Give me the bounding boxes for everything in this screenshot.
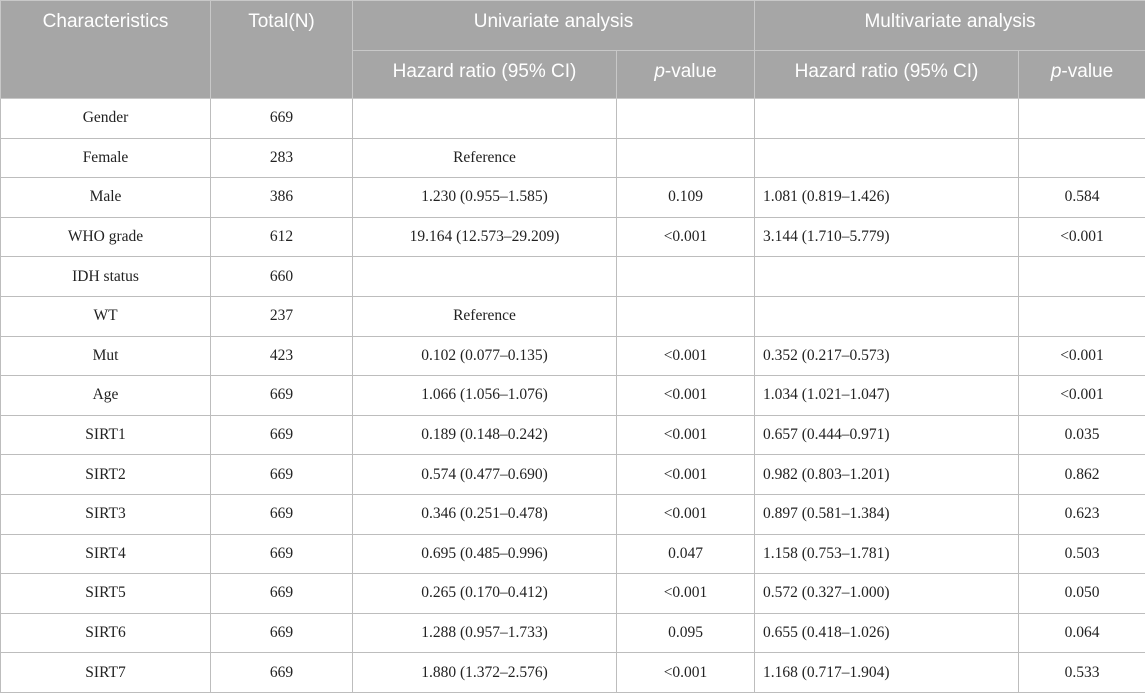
cell-characteristic: IDH status [1, 257, 211, 297]
header-univariate-p-value [617, 51, 755, 99]
table-row [1, 494, 1145, 534]
header-characteristics: Characteristics [1, 1, 211, 99]
table-row [1, 257, 1145, 297]
cell-multivariate-p-value [1019, 138, 1145, 178]
cell-multivariate-hazard-ratio: 1.158 (0.753–1.781) [755, 534, 1019, 574]
cell-univariate-hazard-ratio: 0.574 (0.477–0.690) [353, 455, 617, 495]
cell-total: 669 [211, 455, 353, 495]
cell-total: 237 [211, 296, 353, 336]
header-multivariate: Multivariate analysis [755, 1, 1145, 51]
cell-characteristic: Age [1, 376, 211, 416]
cell-multivariate-hazard-ratio: 0.572 (0.327–1.000) [755, 574, 1019, 614]
cell-univariate-hazard-ratio [353, 257, 617, 297]
cell-multivariate-p-value [1019, 296, 1145, 336]
cell-total: 423 [211, 336, 353, 376]
cell-total: 669 [211, 574, 353, 614]
cell-total: 669 [211, 376, 353, 416]
cell-multivariate-hazard-ratio: 0.982 (0.803–1.201) [755, 455, 1019, 495]
cell-univariate-hazard-ratio: 0.189 (0.148–0.242) [353, 415, 617, 455]
cell-characteristic: Mut [1, 336, 211, 376]
cell-characteristic: SIRT4 [1, 534, 211, 574]
table-row [1, 296, 1145, 336]
cell-univariate-p-value: <0.001 [617, 574, 755, 614]
cell-univariate-p-value: <0.001 [617, 415, 755, 455]
cell-multivariate-p-value: 0.533 [1019, 653, 1145, 693]
cell-univariate-p-value: <0.001 [617, 494, 755, 534]
header-univariate: Univariate analysis [353, 1, 755, 51]
cell-univariate-p-value: <0.001 [617, 455, 755, 495]
table-row [1, 336, 1145, 376]
cell-total: 660 [211, 257, 353, 297]
cell-multivariate-hazard-ratio: 1.034 (1.021–1.047) [755, 376, 1019, 416]
cell-univariate-p-value: 0.095 [617, 613, 755, 653]
cell-characteristic: SIRT6 [1, 613, 211, 653]
cell-univariate-hazard-ratio [353, 99, 617, 139]
p-suffix: -value [664, 61, 717, 82]
cell-characteristic: Female [1, 138, 211, 178]
header-total: Total(N) [211, 1, 353, 99]
p-suffix: -value [1061, 61, 1114, 82]
table-row [1, 138, 1145, 178]
cell-total: 669 [211, 415, 353, 455]
p-italic: p [1050, 61, 1062, 82]
cell-multivariate-p-value: 0.623 [1019, 494, 1145, 534]
cell-multivariate-p-value: <0.001 [1019, 217, 1145, 257]
table-row [1, 178, 1145, 218]
cell-total: 283 [211, 138, 353, 178]
cell-univariate-p-value [617, 99, 755, 139]
cell-multivariate-hazard-ratio: 1.168 (0.717–1.904) [755, 653, 1019, 693]
header-multivariate-hazard-ratio: Hazard ratio (95% CI) [755, 51, 1019, 99]
cell-multivariate-hazard-ratio [755, 296, 1019, 336]
table-row [1, 217, 1145, 257]
cell-characteristic: SIRT3 [1, 494, 211, 534]
cell-total: 669 [211, 99, 353, 139]
cell-multivariate-p-value: 0.862 [1019, 455, 1145, 495]
cell-univariate-hazard-ratio: 0.346 (0.251–0.478) [353, 494, 617, 534]
cell-multivariate-p-value: 0.503 [1019, 534, 1145, 574]
cell-univariate-hazard-ratio: Reference [353, 138, 617, 178]
cell-characteristic: WHO grade [1, 217, 211, 257]
table-header [1, 1, 1145, 99]
cell-univariate-p-value: <0.001 [617, 376, 755, 416]
cell-total: 669 [211, 653, 353, 693]
cell-characteristic: SIRT7 [1, 653, 211, 693]
cell-multivariate-p-value: <0.001 [1019, 376, 1145, 416]
cell-total: 612 [211, 217, 353, 257]
cell-univariate-hazard-ratio: 1.230 (0.955–1.585) [353, 178, 617, 218]
cell-characteristic: Male [1, 178, 211, 218]
cell-total: 669 [211, 613, 353, 653]
cell-univariate-p-value: 0.047 [617, 534, 755, 574]
table-row [1, 99, 1145, 139]
cell-multivariate-hazard-ratio [755, 138, 1019, 178]
cell-multivariate-hazard-ratio [755, 257, 1019, 297]
cell-multivariate-p-value [1019, 99, 1145, 139]
cell-univariate-hazard-ratio: 1.880 (1.372–2.576) [353, 653, 617, 693]
cell-multivariate-p-value: 0.035 [1019, 415, 1145, 455]
cell-multivariate-p-value [1019, 257, 1145, 297]
cell-univariate-hazard-ratio: 1.288 (0.957–1.733) [353, 613, 617, 653]
cell-characteristic: Gender [1, 99, 211, 139]
cell-univariate-p-value: 0.109 [617, 178, 755, 218]
cell-multivariate-p-value: 0.584 [1019, 178, 1145, 218]
cell-total: 386 [211, 178, 353, 218]
cell-total: 669 [211, 534, 353, 574]
cell-univariate-hazard-ratio: 1.066 (1.056–1.076) [353, 376, 617, 416]
table-row [1, 415, 1145, 455]
cell-characteristic: WT [1, 296, 211, 336]
table-row [1, 376, 1145, 416]
p-italic: p [654, 61, 665, 82]
cell-univariate-p-value [617, 257, 755, 297]
cell-univariate-p-value: <0.001 [617, 217, 755, 257]
cell-univariate-p-value: <0.001 [617, 336, 755, 376]
cell-univariate-p-value: <0.001 [617, 653, 755, 693]
cell-multivariate-p-value: 0.050 [1019, 574, 1145, 614]
cell-multivariate-p-value: 0.064 [1019, 613, 1145, 653]
cell-characteristic: SIRT5 [1, 574, 211, 614]
cell-multivariate-hazard-ratio: 3.144 (1.710–5.779) [755, 217, 1019, 257]
table-body [1, 99, 1145, 693]
cell-univariate-hazard-ratio: 0.695 (0.485–0.996) [353, 534, 617, 574]
cell-multivariate-hazard-ratio: 0.657 (0.444–0.971) [755, 415, 1019, 455]
cell-multivariate-hazard-ratio: 0.655 (0.418–1.026) [755, 613, 1019, 653]
cell-multivariate-p-value: <0.001 [1019, 336, 1145, 376]
table-row [1, 534, 1145, 574]
cell-univariate-p-value [617, 296, 755, 336]
cell-univariate-hazard-ratio: Reference [353, 296, 617, 336]
cell-multivariate-hazard-ratio: 0.897 (0.581–1.384) [755, 494, 1019, 534]
header-multivariate-p-value [1019, 51, 1145, 99]
table-row [1, 574, 1145, 614]
cell-univariate-hazard-ratio: 0.265 (0.170–0.412) [353, 574, 617, 614]
cell-multivariate-hazard-ratio: 0.352 (0.217–0.573) [755, 336, 1019, 376]
cell-multivariate-hazard-ratio: 1.081 (0.819–1.426) [755, 178, 1019, 218]
cell-univariate-hazard-ratio: 0.102 (0.077–0.135) [353, 336, 617, 376]
cell-characteristic: SIRT2 [1, 455, 211, 495]
cell-multivariate-hazard-ratio [755, 99, 1019, 139]
table-row [1, 613, 1145, 653]
cell-characteristic: SIRT1 [1, 415, 211, 455]
table-row [1, 653, 1145, 693]
cell-univariate-hazard-ratio: 19.164 (12.573–29.209) [353, 217, 617, 257]
table-row [1, 455, 1145, 495]
cell-univariate-p-value [617, 138, 755, 178]
header-univariate-hazard-ratio: Hazard ratio (95% CI) [353, 51, 617, 99]
cell-total: 669 [211, 494, 353, 534]
